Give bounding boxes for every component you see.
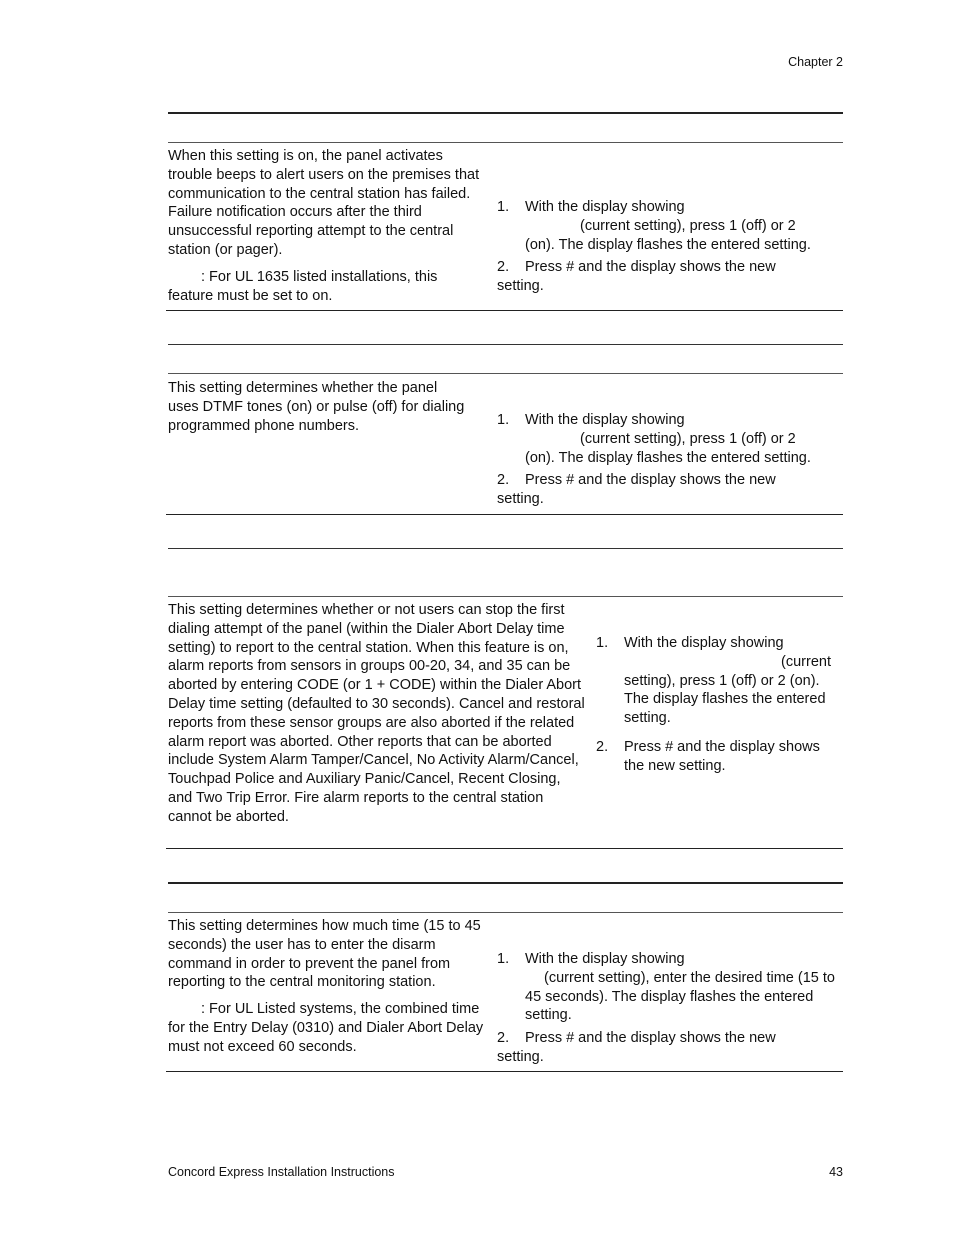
step-text: (current [781,653,831,670]
step-number: 2. [596,738,609,755]
step-text: Press # and the display shows the new [525,259,776,276]
step-text: setting. [497,1048,544,1065]
step-number: 1. [497,199,510,215]
section-4-paragraph: This setting determines how much time (15 to 45 seconds) the user has to enter the disarm command in order to prevent the panel from reporting to the central monitoring station. [168,918,481,991]
step-text: With the display showing [525,951,685,967]
step-text: Press # and the display shows the new setting. [624,738,820,774]
step-number: 2. [497,259,510,276]
section-2-step-1 [497,411,843,467]
step-text: (on). The display flashes the entered setting. [525,236,811,253]
step-text: Press # and the display shows the new [525,472,776,489]
section-4-header-rule [168,912,843,913]
step-text: (current setting), enter the desired time (15 to 45 seconds). The display flashes the entered setting. [525,969,835,1024]
footer-title: Concord Express Installation Instructions [168,1165,395,1179]
section-1-top-rule [168,112,843,114]
section-1-description [168,147,480,305]
section-3-bottom-rule [166,848,843,849]
section-4-bottom-rule [166,1071,843,1072]
step-text: With the display showing [624,635,784,651]
section-3-paragraph: This setting determines whether or not users can stop the first dialing attempt of the panel (within the Dialer Abort Delay time setting) to report to the central station. When this feature is on, alarm reports from sensors in groups 00-20, 34, and 35 can be aborted by entering CODE (or 1 + CODE) within the Dialer Abort Delay time setting (defaulted to 30 seconds). Cancel and restoral reports from these sensor groups are also aborted if the related alarm report was aborted. Other reports that can be aborted include System Alarm Tamper/Cancel, No Activity Alarm/Cancel, Touchpad Police and Auxiliary Panic/Cancel, Recent Closing, and Two Trip Error. Fire alarm reports to the central station cannot be aborted. [168,602,585,825]
step-number: 1. [596,635,609,651]
section-2-steps [497,411,843,509]
section-4-steps [497,950,843,1067]
section-2-bottom-rule [166,514,843,515]
section-4-step-1 [497,950,843,1025]
section-1-paragraph: When this setting is on, the panel activates trouble beeps to alert users on the premises that communication to the central station has failed. Failure notification occurs after the third unsuccessful reporting attempt to the central station (or pager). [168,148,480,258]
step-number: 2. [497,1030,510,1047]
step-text: (current setting), press 1 (off) or 2 [580,217,796,234]
section-1-step-2 [497,258,843,296]
section-1-note: : For UL 1635 listed installations, this feature must be set to on. [168,268,438,304]
section-4-note: : For UL Listed systems, the combined time for the Entry Delay (0310) and Dialer Abort Delay must not exceed 60 seconds. [168,1001,484,1055]
step-text: Press # and the display shows the new [525,1030,776,1047]
section-4-description [168,917,486,1057]
section-3-description [168,601,586,827]
step-number: 2. [497,472,510,489]
section-3-steps [596,634,843,776]
step-text: (on). The display flashes the entered setting. [525,449,811,466]
section-2-top-rule [168,344,843,345]
step-number: 1. [497,412,510,428]
section-3-step-2 [596,738,843,776]
section-2-paragraph: This setting determines whether the panel uses DTMF tones (on) or pulse (off) for dialing programmed phone numbers. [168,380,465,434]
section-3-header-rule [168,596,843,597]
section-4-step-2 [497,1029,843,1067]
page-number: 43 [829,1165,843,1179]
section-4-top-rule [168,882,843,884]
step-text: setting), press 1 (off) or 2 (on). The display flashes the entered setting. [624,672,826,727]
section-1-step-1 [497,198,843,254]
section-2-header-rule [168,373,843,374]
section-1-header-rule [168,142,843,143]
step-text: With the display showing [525,412,685,428]
chapter-label: Chapter 2 [788,55,843,69]
section-2-step-2 [497,471,843,509]
step-text: setting. [497,278,544,295]
section-1-steps [497,198,843,296]
section-3-top-rule [168,548,843,549]
section-1-bottom-rule [166,310,843,311]
section-2-description [168,379,468,435]
section-3-step-1 [596,634,843,728]
step-text: setting. [497,491,544,508]
step-number: 1. [497,951,510,967]
step-text: (current setting), press 1 (off) or 2 [580,430,796,447]
step-text: With the display showing [525,199,685,215]
